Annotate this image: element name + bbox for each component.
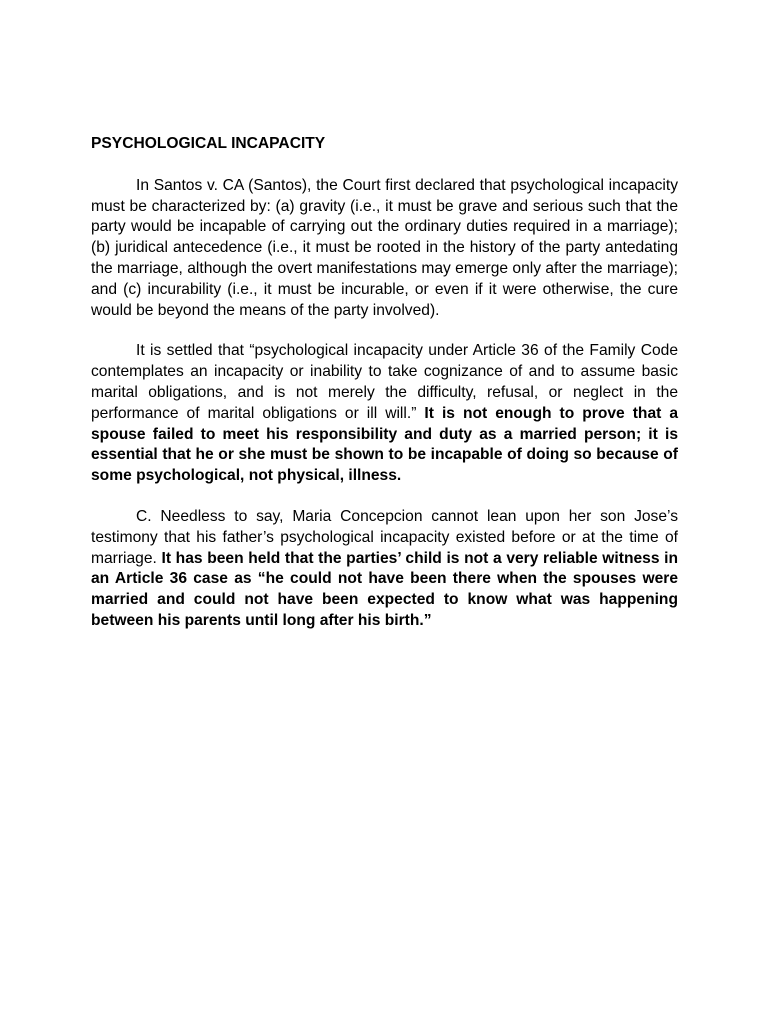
paragraph-bold-text: It is not enough to prove that a spouse failed to meet his responsibility and duty as a married person; it is essential that he or she must be shown to be incapable of doing so because of some psychological, not physical, illness. (91, 404, 678, 485)
paragraph-text: It is settled that “psychological incapacity under Article 36 of the Family Code contemplates an incapacity or inability to take cognizance of and to assume basic marital obligations, and is not merely the difficulty, refusal, or neglect in the performance of marital obligations or ill will.” (91, 342, 678, 422)
paragraph-text: In Santos v. CA (Santos), the Court first declared that psychological incapacity must be characterized by: (a) gravity (i.e., it must be grave and serious such that the party would be incapable of carrying out the ordinary duties required in a marriage); (b) juridical antecedence (i.e., it must be rooted in the history of the party antedating the marriage, although the overt manifestations may emerge only after the marriage); and (c) incurability (i.e., it must be incurable, or even if it were otherwise, the cure would be beyond the means of the party involved). (91, 176, 678, 319)
paragraph-bold-text: It has been held that the parties’ child is not a very reliable witness in an Article 36 case as “he could not have been there when the spouses were married and could not have been expected to know what was happening between his parents until long after his birth.” (91, 549, 678, 629)
paragraph-santos-criteria (91, 176, 678, 322)
document-page (91, 134, 678, 652)
paragraph-child-witness (91, 507, 678, 632)
document-heading: PSYCHOLOGICAL INCAPACITY (91, 135, 326, 152)
paragraph-article-36 (91, 341, 678, 487)
paragraph-text: C. Needless to say, Maria Concepcion cannot lean upon her son Jose’s testimony that his father’s psychological incapacity existed before or at the time of marriage. (91, 507, 678, 567)
